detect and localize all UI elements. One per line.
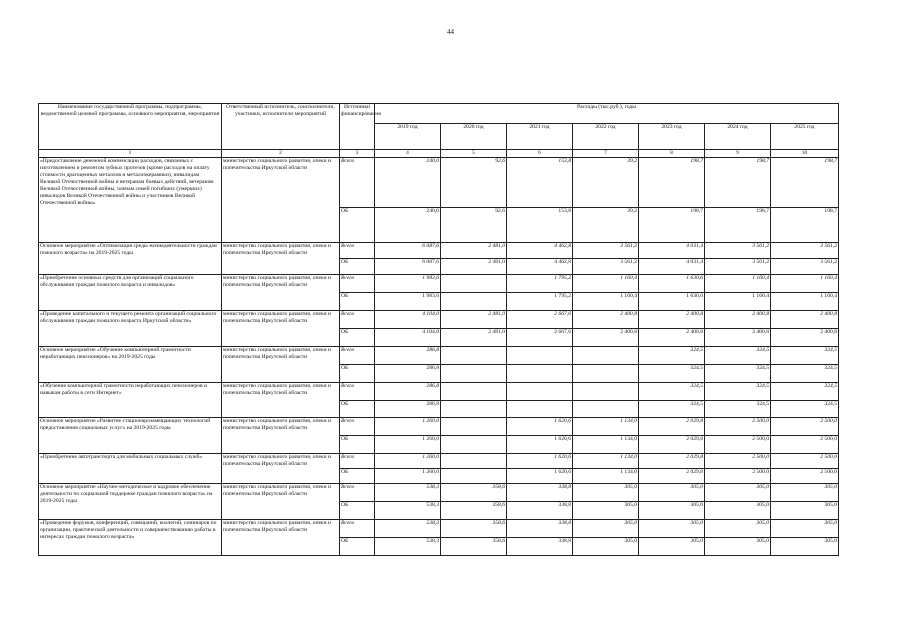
ob-value	[507, 365, 573, 383]
activity-name: «Предоставление денежной компенсации расходов, связанных с изготовлением и ремонтом зубных протезов (кроме расходов на оплату стоимости драгоценных металлов и металлокерамики), инвалидам Великой Отечественной войны и ветеранам боевых действий, ветеранам Великой Отечественной войны, членам семей погибших (умерших) инвалидов Великой Отечественной войны и участников Великой Отечественной войны»	[39, 158, 222, 243]
ob-value: 324,5	[771, 365, 839, 383]
total-value: 2 667,6	[507, 311, 573, 329]
source-ob-label: ОБ	[340, 365, 375, 383]
source-ob-label: ОБ	[340, 436, 375, 454]
total-value: 324,5	[705, 383, 771, 401]
column-number: 6	[507, 150, 573, 158]
total-value: 1 260,0	[375, 454, 441, 469]
ob-value: 1 260,0	[375, 436, 441, 454]
ob-value: 305,0	[639, 502, 705, 520]
ob-value: 2 029,8	[639, 436, 705, 454]
source-ob-label: ОБ	[340, 502, 375, 520]
header-year: 2021 год	[507, 124, 573, 150]
ob-value: 305,0	[639, 538, 705, 556]
total-value: 153,8	[507, 158, 573, 208]
total-value: 1 795,2	[507, 275, 573, 293]
responsible-executor: министерство социального развития, опеки и попечительства Иркутской области	[222, 311, 340, 347]
table-row	[39, 383, 839, 401]
column-number: 7	[573, 150, 639, 158]
ob-value: 198,7	[639, 208, 705, 243]
total-value: 286,8	[375, 383, 441, 401]
source-ob-label: ОБ	[340, 293, 375, 311]
total-value: 338,8	[507, 520, 573, 538]
total-value	[441, 454, 507, 469]
activity-name: «Обучение компьютерной грамотности неработающих пенсионеров и навыкам работы в сети Интернет»	[39, 383, 222, 418]
total-value: 538,3	[375, 484, 441, 502]
ob-value: 39,2	[573, 208, 639, 243]
ob-value: 305,0	[771, 502, 839, 520]
ob-value: 3 561,2	[573, 259, 639, 275]
total-value: 1 630,6	[639, 275, 705, 293]
total-value: 358,6	[441, 520, 507, 538]
ob-value: 1 160,4	[573, 293, 639, 311]
ob-value: 2 400,8	[705, 329, 771, 347]
source-total-label: Всего	[340, 275, 375, 293]
ob-value: 324,5	[771, 401, 839, 418]
table-row	[39, 158, 839, 208]
ob-value: 2 500,0	[705, 436, 771, 454]
total-value: 305,0	[771, 484, 839, 502]
ob-value: 305,0	[573, 538, 639, 556]
header-year: 2024 год	[705, 124, 771, 150]
ob-value: 324,5	[705, 401, 771, 418]
total-value: 2 500,0	[705, 454, 771, 469]
ob-value: 4 031,4	[639, 259, 705, 275]
column-number: 1	[39, 150, 222, 158]
activity-name: «Приобретение автотранспорта для мобильных социальных служб»	[39, 454, 222, 484]
table-row	[39, 347, 839, 365]
responsible-executor: министерство социального развития, опеки и попечительства Иркутской области	[222, 275, 340, 311]
responsible-executor: министерство социального развития, опеки и попечительства Иркутской области	[222, 418, 340, 454]
total-value: 305,0	[639, 520, 705, 538]
source-total-label: Всего	[340, 520, 375, 538]
source-total-label: Всего	[340, 311, 375, 329]
ob-value: 305,0	[771, 538, 839, 556]
ob-value: 2 481,0	[441, 259, 507, 275]
ob-value: 324,5	[639, 365, 705, 383]
ob-value: 305,0	[705, 502, 771, 520]
source-total-label: Всего	[340, 347, 375, 365]
total-value: 305,0	[573, 520, 639, 538]
column-number: 4	[375, 150, 441, 158]
total-value	[507, 383, 573, 401]
total-value: 324,5	[771, 383, 839, 401]
table-row	[39, 243, 839, 259]
ob-value: 538,3	[375, 502, 441, 520]
activity-name: Основное мероприятие «Обучение компьютерной грамотности неработающих пенсионеров» на 2019-2025 годы	[39, 347, 222, 383]
ob-value: 198,7	[705, 208, 771, 243]
total-value: 3 561,2	[771, 243, 839, 259]
header-year: 2023 год	[639, 124, 705, 150]
source-total-label: Всего	[340, 484, 375, 502]
total-value: 1 620,6	[507, 454, 573, 469]
total-value: 305,0	[573, 484, 639, 502]
ob-value: 4 462,8	[507, 259, 573, 275]
total-value: 198,7	[705, 158, 771, 208]
total-value: 1 260,0	[375, 418, 441, 436]
activity-name: «Проведение капитального и текущего ремонта организаций социального обслуживания граждан пожилого возраста Иркутской области»	[39, 311, 222, 347]
ob-value	[441, 401, 507, 418]
header-year: 2019 год	[375, 124, 441, 150]
activity-name: Основное мероприятие «Оптимизация среды жизнедеятельности граждан пожилого возраста» на 2019-2025 годы	[39, 243, 222, 275]
source-total-label: Всего	[340, 454, 375, 469]
total-value: 338,8	[507, 484, 573, 502]
total-value: 305,0	[705, 484, 771, 502]
total-value: 240,0	[375, 158, 441, 208]
total-value: 4 462,8	[507, 243, 573, 259]
ob-value: 240,0	[375, 208, 441, 243]
total-value: 305,0	[705, 520, 771, 538]
total-value	[441, 383, 507, 401]
ob-value: 324,5	[639, 401, 705, 418]
source-ob-label: ОБ	[340, 329, 375, 347]
ob-value: 305,0	[573, 502, 639, 520]
ob-value: 2 400,8	[573, 329, 639, 347]
ob-value: 2 400,8	[771, 329, 839, 347]
header-name: Наименование государственной программы, подпрограммы, ведомственной целевой программы, основного мероприятия, мероприятия	[39, 104, 222, 150]
ob-value	[441, 365, 507, 383]
total-value: 1 134,0	[573, 454, 639, 469]
total-value: 92,6	[441, 158, 507, 208]
source-total-label: Всего	[340, 383, 375, 401]
table-row	[39, 311, 839, 329]
column-number: 9	[705, 150, 771, 158]
expenditure-table	[38, 103, 839, 556]
header-responsible: Ответственный исполнитель, соисполнители, участники, исполнители мероприятий	[222, 104, 340, 150]
ob-value: 2 500,0	[705, 469, 771, 484]
activity-name: «Приобретение основных средств для организаций социального обслуживания граждан пожилого возраста и инвалидов»	[39, 275, 222, 311]
total-value: 2 500,0	[771, 454, 839, 469]
ob-value	[507, 401, 573, 418]
total-value: 2 500,0	[771, 418, 839, 436]
responsible-executor: министерство социального развития, опеки и попечительства Иркутской области	[222, 383, 340, 418]
activity-name: «Проведение форумов, конференций, совещаний, коллегий, семинаров по организации, практической деятельности и совершенствованию работы в интересах граждан пожилого возраста»	[39, 520, 222, 556]
responsible-executor: министерство социального развития, опеки и попечительства Иркутской области	[222, 484, 340, 520]
ob-value: 1 620,6	[507, 436, 573, 454]
source-total-label: Всего	[340, 158, 375, 208]
activity-name: Основное мероприятие «Развитие стационарозамещающих технологий предоставления социальных услуг» на 2019-2025 годы	[39, 418, 222, 454]
table-row	[39, 454, 839, 469]
total-value: 1 983,6	[375, 275, 441, 293]
ob-value: 4 104,0	[375, 329, 441, 347]
ob-value: 1 630,6	[639, 293, 705, 311]
header-expenditure: Расходы (тыс.руб.), годы	[375, 104, 839, 124]
ob-value: 6 087,6	[375, 259, 441, 275]
total-value: 358,6	[441, 484, 507, 502]
ob-value	[441, 469, 507, 484]
source-ob-label: ОБ	[340, 538, 375, 556]
table-row	[39, 484, 839, 502]
ob-value: 2 500,0	[771, 469, 839, 484]
total-value: 324,5	[705, 347, 771, 365]
ob-value: 338,8	[507, 538, 573, 556]
ob-value: 1 160,4	[771, 293, 839, 311]
responsible-executor: министерство социального развития, опеки и попечительства Иркутской области	[222, 158, 340, 243]
total-value: 2 400,8	[705, 311, 771, 329]
ob-value: 1 795,2	[507, 293, 573, 311]
total-value: 1 134,0	[573, 418, 639, 436]
ob-value: 305,0	[705, 538, 771, 556]
ob-value: 2 029,8	[639, 469, 705, 484]
total-value: 2 029,8	[639, 454, 705, 469]
column-number: 5	[441, 150, 507, 158]
total-value: 286,8	[375, 347, 441, 365]
total-value	[441, 418, 507, 436]
total-value: 2 481,0	[441, 311, 507, 329]
total-value: 305,0	[639, 484, 705, 502]
total-value: 2 400,8	[639, 311, 705, 329]
total-value: 4 104,0	[375, 311, 441, 329]
total-value: 6 087,6	[375, 243, 441, 259]
column-number: 3	[340, 150, 375, 158]
ob-value: 1 260,0	[375, 469, 441, 484]
ob-value	[441, 293, 507, 311]
table-row	[39, 275, 839, 293]
ob-value: 358,6	[441, 538, 507, 556]
ob-value	[441, 436, 507, 454]
total-value	[573, 383, 639, 401]
ob-value: 153,8	[507, 208, 573, 243]
ob-value: 2 400,8	[639, 329, 705, 347]
total-value: 324,5	[639, 383, 705, 401]
header-year: 2022 год	[573, 124, 639, 150]
total-value: 1 160,4	[771, 275, 839, 293]
ob-value: 1 134,0	[573, 469, 639, 484]
column-number: 10	[771, 150, 839, 158]
ob-value: 3 561,2	[705, 259, 771, 275]
total-value	[573, 347, 639, 365]
source-ob-label: ОБ	[340, 469, 375, 484]
source-ob-label: ОБ	[340, 259, 375, 275]
ob-value: 1 620,6	[507, 469, 573, 484]
activity-name: Основное мероприятие «Научно-методическое и кадровое обеспечение деятельности по социальной поддержке граждан пожилого возраста» на 2019-2025 годы	[39, 484, 222, 520]
ob-value: 1 160,4	[705, 293, 771, 311]
total-value: 3 561,2	[573, 243, 639, 259]
total-value: 2 400,8	[573, 311, 639, 329]
responsible-executor: министерство социального развития, опеки и попечительства Иркутской области	[222, 454, 340, 484]
responsible-executor: министерство социального развития, опеки и попечительства Иркутской области	[222, 347, 340, 383]
source-total-label: Всего	[340, 418, 375, 436]
ob-value	[573, 365, 639, 383]
page-number: 44	[447, 28, 454, 36]
ob-value: 2 500,0	[771, 436, 839, 454]
total-value: 2 400,8	[771, 311, 839, 329]
ob-value: 338,8	[507, 502, 573, 520]
table-row	[39, 418, 839, 436]
ob-value	[573, 401, 639, 418]
source-ob-label: ОБ	[340, 208, 375, 243]
total-value: 2 481,0	[441, 243, 507, 259]
header-source: Источники финансирования	[340, 104, 375, 150]
total-value: 1 160,4	[573, 275, 639, 293]
header-year: 2025 год	[771, 124, 839, 150]
total-value: 198,7	[639, 158, 705, 208]
total-value	[441, 275, 507, 293]
ob-value: 286,8	[375, 401, 441, 418]
source-ob-label: ОБ	[340, 401, 375, 418]
ob-value: 2 667,6	[507, 329, 573, 347]
ob-value: 286,8	[375, 365, 441, 383]
source-total-label: Всего	[340, 243, 375, 259]
total-value: 39,2	[573, 158, 639, 208]
total-value: 324,5	[771, 347, 839, 365]
ob-value: 2 481,0	[441, 329, 507, 347]
ob-value: 538,3	[375, 538, 441, 556]
total-value	[507, 347, 573, 365]
ob-value: 358,6	[441, 502, 507, 520]
total-value: 324,5	[639, 347, 705, 365]
responsible-executor: министерство социального развития, опеки и попечительства Иркутской области	[222, 520, 340, 556]
ob-value: 198,7	[771, 208, 839, 243]
ob-value: 1 983,6	[375, 293, 441, 311]
total-value: 4 031,4	[639, 243, 705, 259]
ob-value: 1 134,0	[573, 436, 639, 454]
total-value	[441, 347, 507, 365]
column-number: 8	[639, 150, 705, 158]
total-value: 305,0	[771, 520, 839, 538]
total-value: 2 500,0	[705, 418, 771, 436]
total-value: 538,3	[375, 520, 441, 538]
responsible-executor: министерство социального развития, опеки и попечительства Иркутской области	[222, 243, 340, 275]
total-value: 1 620,6	[507, 418, 573, 436]
total-value: 2 029,8	[639, 418, 705, 436]
total-value: 3 561,2	[705, 243, 771, 259]
total-value: 198,7	[771, 158, 839, 208]
ob-value: 3 561,2	[771, 259, 839, 275]
header-year: 2020 год	[441, 124, 507, 150]
ob-value: 324,5	[705, 365, 771, 383]
column-number: 2	[222, 150, 340, 158]
total-value: 1 160,4	[705, 275, 771, 293]
table-row	[39, 520, 839, 538]
ob-value: 92,6	[441, 208, 507, 243]
